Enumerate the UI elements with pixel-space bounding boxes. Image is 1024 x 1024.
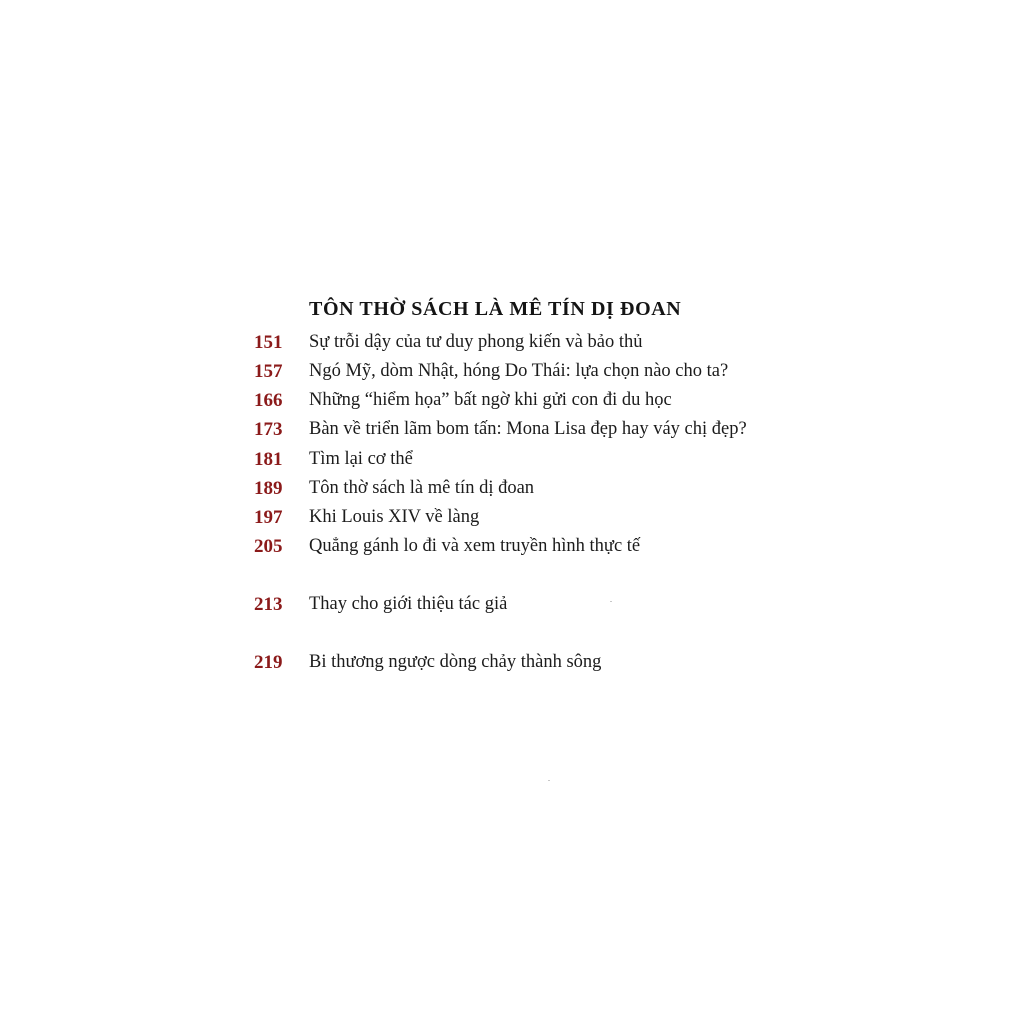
entry-title: Bàn về triển lãm bom tấn: Mona Lisa đẹp hay váy chị đẹp?	[309, 419, 747, 439]
entry-page-number: 173	[254, 419, 283, 440]
scan-speck	[610, 601, 612, 602]
toc-entry	[0, 390, 1024, 416]
entry-page-number: 181	[254, 449, 283, 470]
entry-title: Bi thương ngược dòng chảy thành sông	[309, 652, 602, 672]
entry-title: Quẳng gánh lo đi và xem truyền hình thực tế	[309, 536, 641, 556]
toc-entry	[0, 419, 1024, 445]
entry-page-number: 205	[254, 536, 283, 557]
entry-title: Tìm lại cơ thể	[309, 449, 413, 469]
toc-entry	[0, 536, 1024, 562]
entry-page-number: 157	[254, 361, 283, 382]
entry-title: Sự trỗi dậy của tư duy phong kiến và bảo thủ	[309, 332, 643, 352]
toc-entry	[0, 449, 1024, 475]
entry-page-number: 166	[254, 390, 283, 411]
entry-page-number: 219	[254, 652, 283, 673]
toc-entry	[0, 594, 1024, 620]
entry-page-number: 189	[254, 478, 283, 499]
entry-title: Tôn thờ sách là mê tín dị đoan	[309, 478, 535, 498]
entry-title: Ngó Mỹ, dòm Nhật, hóng Do Thái: lựa chọn nào cho ta?	[309, 361, 729, 381]
toc-entry	[0, 361, 1024, 387]
toc-entry	[0, 478, 1024, 504]
toc-entry	[0, 652, 1024, 678]
toc-entry	[0, 332, 1024, 358]
entry-title: Những “hiểm họa” bất ngờ khi gửi con đi du học	[309, 390, 672, 410]
entry-page-number: 213	[254, 594, 283, 615]
entry-title: Thay cho giới thiệu tác giả	[309, 594, 508, 614]
toc-entry	[0, 507, 1024, 533]
entry-title: Khi Louis XIV về làng	[309, 507, 480, 527]
scan-speck	[548, 780, 550, 781]
entry-page-number: 197	[254, 507, 283, 528]
section-heading: TÔN THỜ SÁCH LÀ MÊ TÍN DỊ ĐOAN	[309, 298, 682, 320]
entry-page-number: 151	[254, 332, 283, 353]
